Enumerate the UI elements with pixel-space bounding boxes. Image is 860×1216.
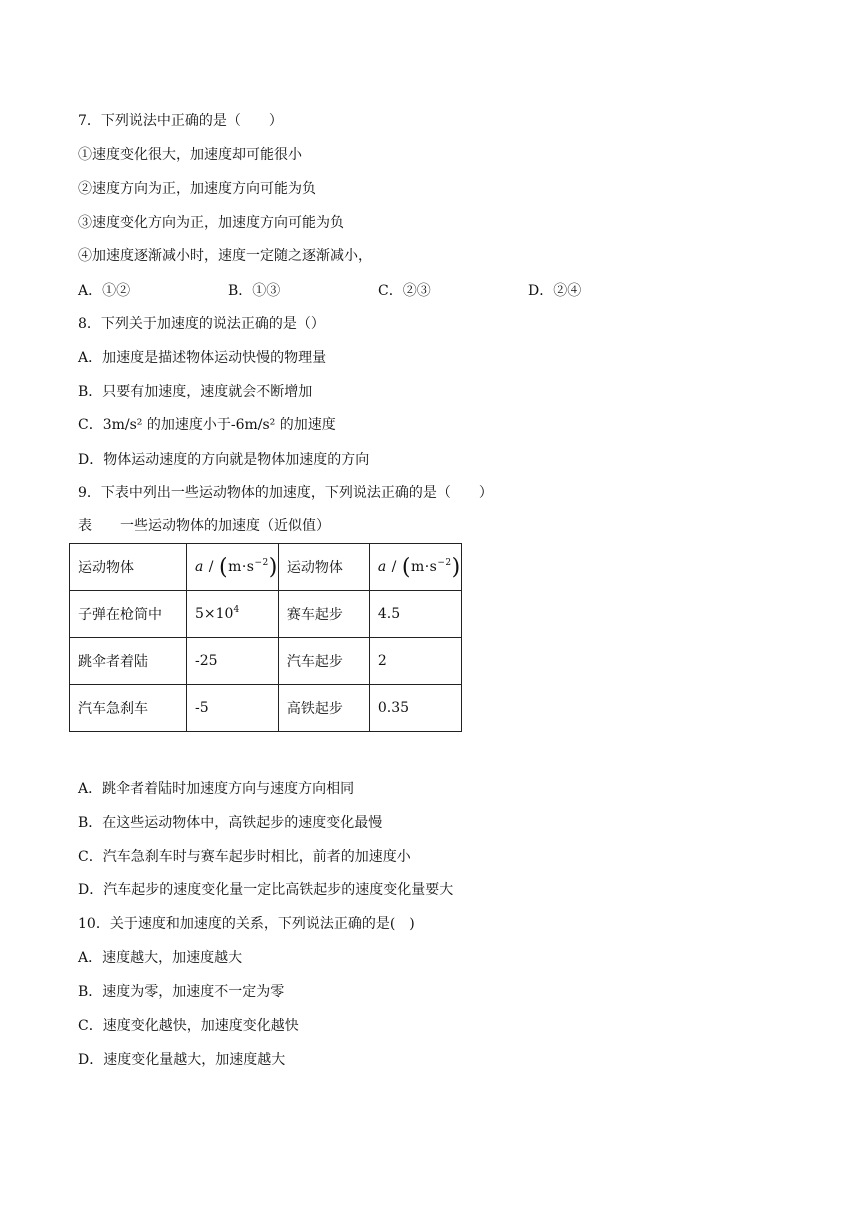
acceleration-table	[69, 543, 462, 732]
q7-statement-3: ③速度变化方向为正，加速度方向可能为负	[78, 215, 344, 231]
q7-stem: 7．下列说法中正确的是（ ）	[78, 113, 283, 129]
q8-option-b: B．只要有加速度，速度就会不断增加	[78, 384, 313, 400]
header-object-2: 运动物体	[278, 544, 369, 591]
table-row	[70, 685, 462, 732]
table-row	[70, 591, 462, 638]
q7-statement-2: ②速度方向为正，加速度方向可能为负	[78, 181, 316, 197]
q7-option-b: B．①③	[228, 283, 281, 299]
q7-option-d: D．②④	[528, 283, 582, 299]
q10-option-c: C．速度变化越快，加速度变化越快	[78, 1018, 299, 1034]
q8-option-d: D．物体运动速度的方向就是物体加速度的方向	[78, 452, 370, 468]
q7-statement-1: ①速度变化很大，加速度却可能很小	[78, 147, 302, 163]
table-header-row	[70, 544, 462, 591]
q7-statement-4: ④加速度逐渐减小时，速度一定随之逐渐减小，	[78, 248, 372, 264]
q9-option-c: C．汽车急刹车时与赛车起步时相比，前者的加速度小	[78, 849, 411, 865]
q7-option-c: C．②③	[378, 283, 431, 299]
table-cell-value: 2	[369, 638, 461, 685]
q8-option-a: A．加速度是描述物体运动快慢的物理量	[78, 350, 327, 366]
table-cell-object: 子弹在枪筒中	[70, 591, 187, 638]
header-unit-2: $a / (m\cdot s^{-2})$	[369, 544, 461, 591]
q10-option-a: A．速度越大，加速度越大	[78, 950, 243, 966]
q9-option-d: D．汽车起步的速度变化量一定比高铁起步的速度变化量要大	[78, 882, 454, 898]
q10-option-b: B．速度为零，加速度不一定为零	[78, 984, 285, 1000]
q9-option-a: A．跳伞者着陆时加速度方向与速度方向相同	[78, 781, 355, 797]
table-row	[70, 638, 462, 685]
table-cell-value: 4.5	[369, 591, 461, 638]
q7-option-a: A．①②	[78, 283, 131, 299]
table-cell-object: 赛车起步	[278, 591, 369, 638]
q9-option-b: B．在这些运动物体中，高铁起步的速度变化最慢	[78, 815, 383, 831]
table-cell-object: 汽车急刹车	[70, 685, 187, 732]
q10-option-d: D．速度变化量越大，加速度越大	[78, 1052, 286, 1068]
q8-option-c: C．3m/s² 的加速度小于-6m/s² 的加速度	[78, 417, 336, 433]
q9-table-caption: 表 一些运动物体的加速度（近似值）	[78, 518, 330, 534]
table-cell-object: 高铁起步	[278, 685, 369, 732]
header-unit-1: $a / (m\cdot s^{-2})$	[187, 544, 279, 591]
q9-stem: 9．下表中列出一些运动物体的加速度，下列说法正确的是（ ）	[78, 485, 493, 501]
table-cell-object: 跳伞者着陆	[70, 638, 187, 685]
q8-stem: 8．下列关于加速度的说法正确的是（）	[78, 316, 325, 332]
table-cell-value: -25	[187, 638, 279, 685]
q10-stem: 10．关于速度和加速度的关系，下列说法正确的是( )	[78, 916, 415, 932]
table-cell-value: -5	[187, 685, 279, 732]
table-cell-object: 汽车起步	[278, 638, 369, 685]
table-cell-value: 0.35	[369, 685, 461, 732]
header-object-1: 运动物体	[70, 544, 187, 591]
table-cell-value: $5\times 10^4$	[187, 591, 279, 638]
